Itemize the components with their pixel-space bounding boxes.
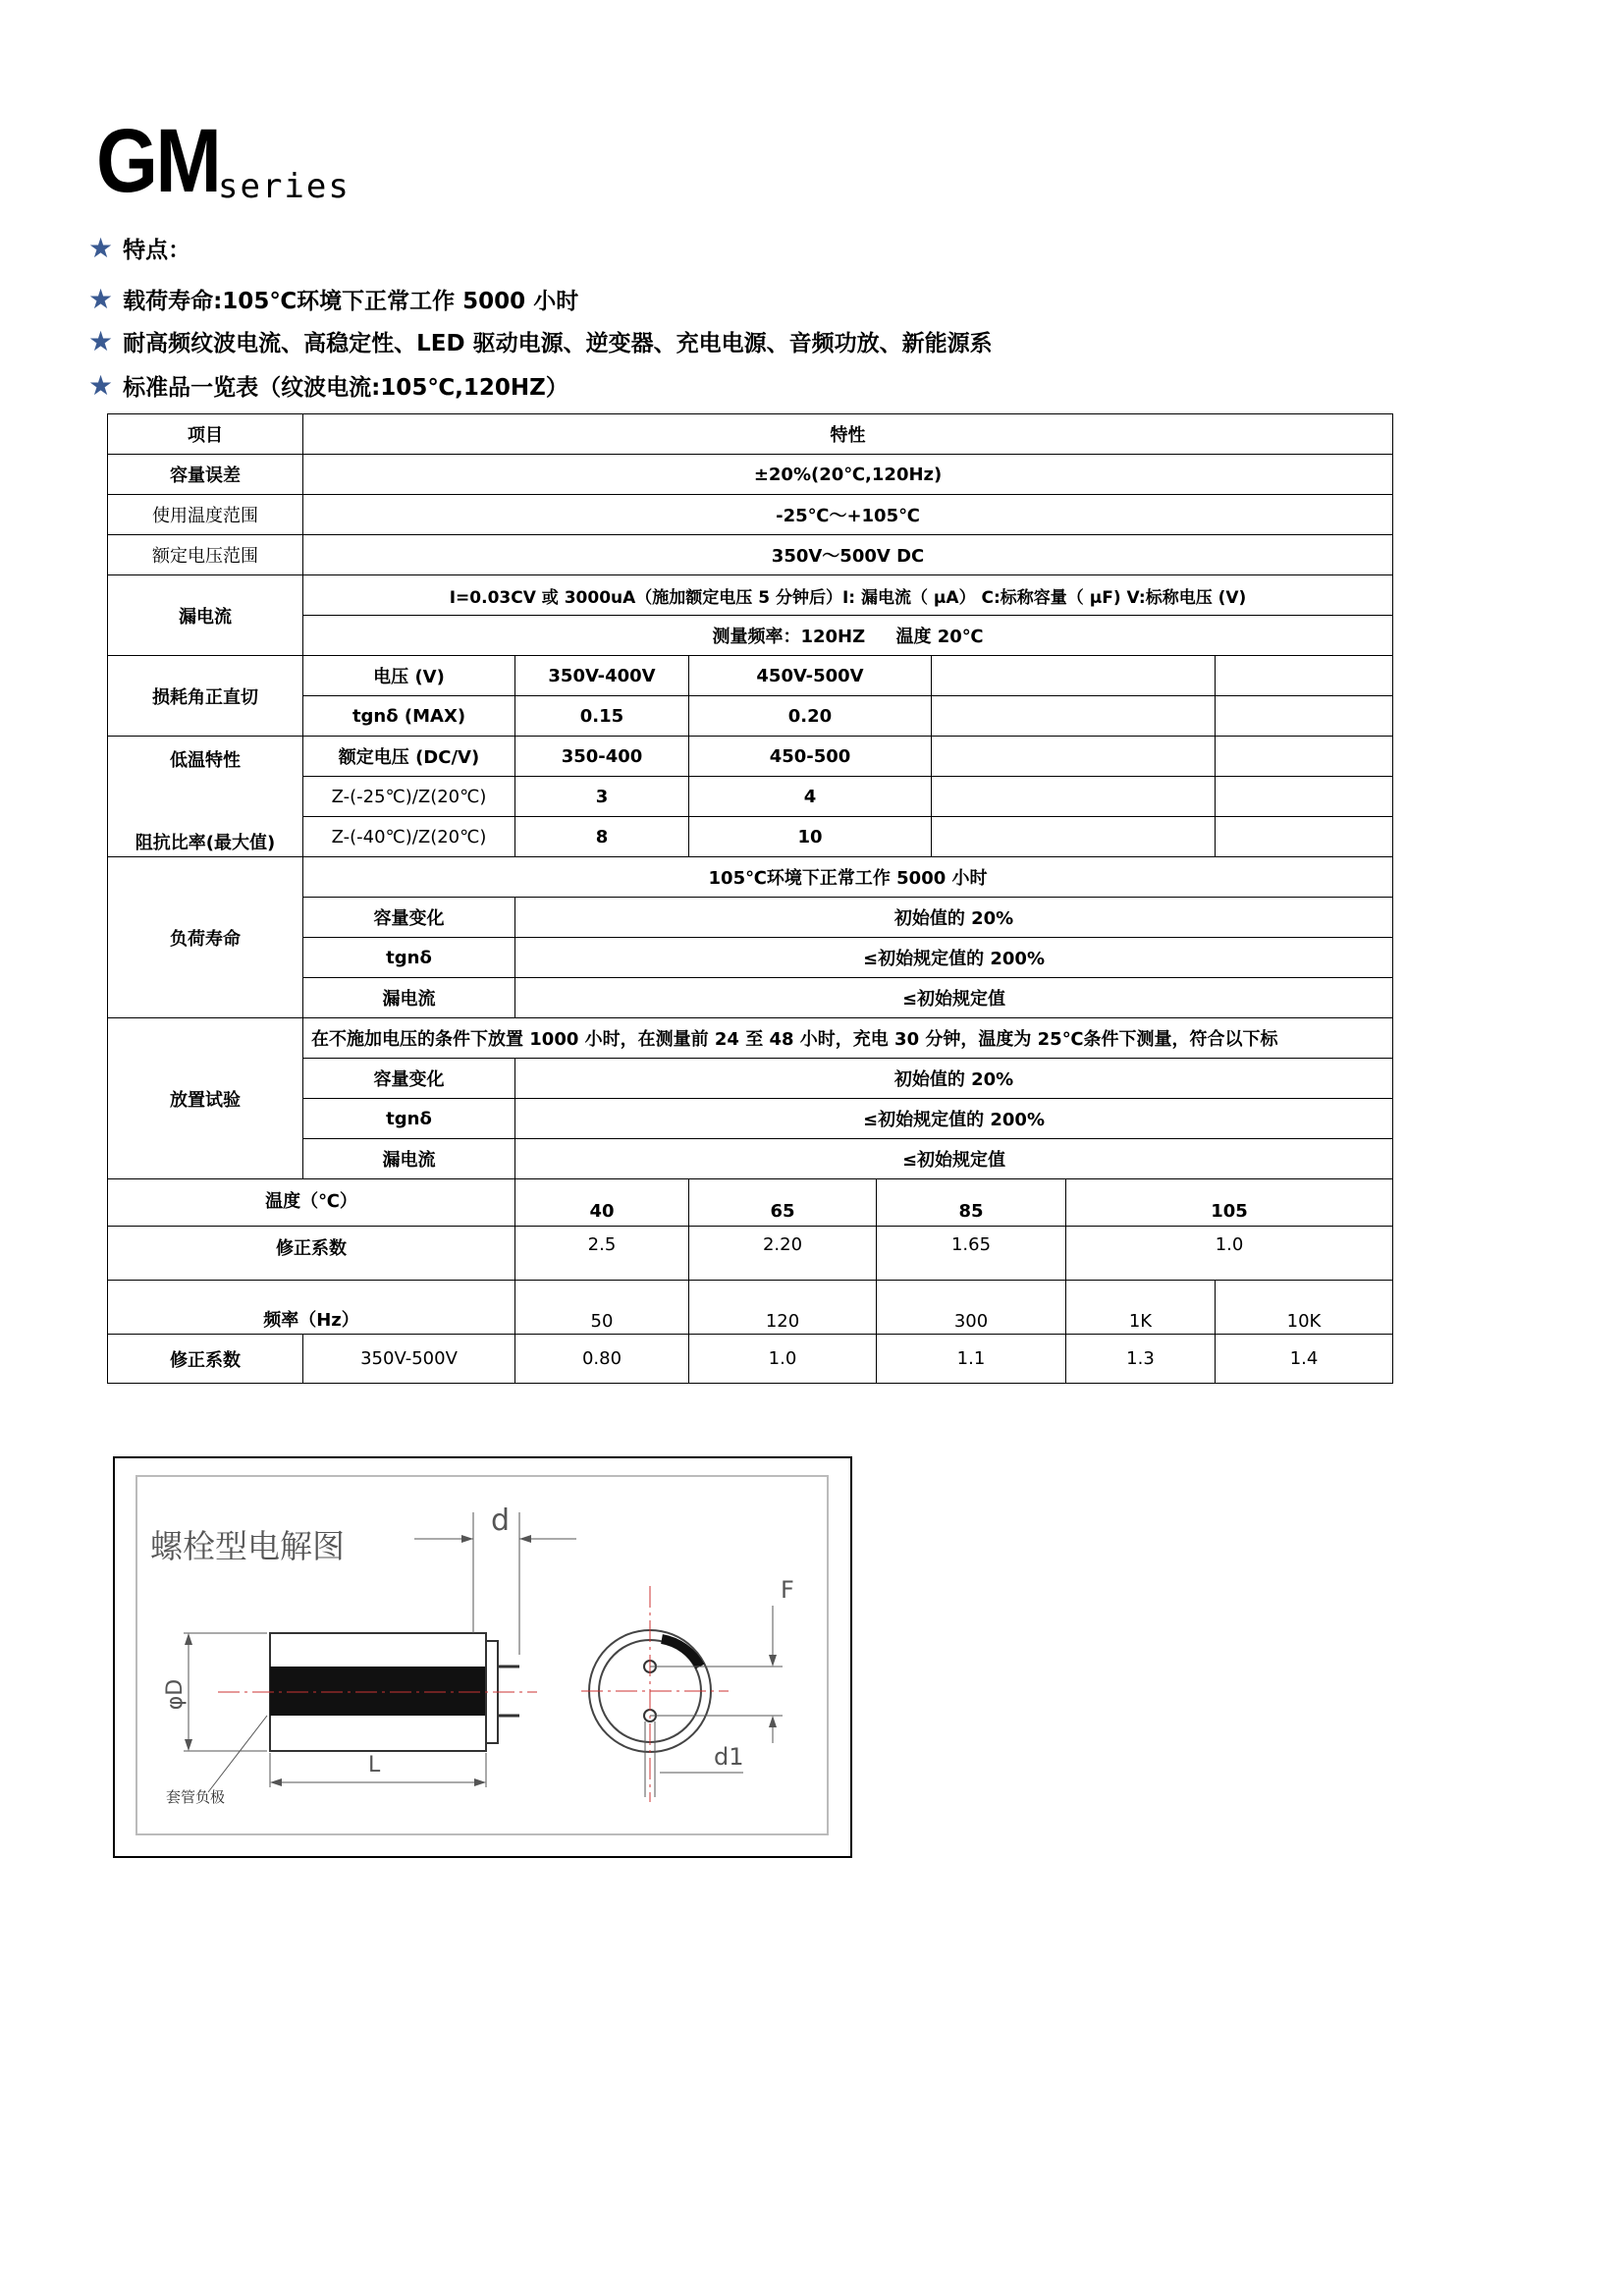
cell-value: 50 <box>515 1281 689 1335</box>
cell-label: 额定电压范围 <box>108 535 303 575</box>
cell-empty <box>1216 656 1393 696</box>
cell-value: 1.0 <box>689 1335 877 1384</box>
table-row <box>108 857 1393 898</box>
label-d: d <box>491 1503 511 1538</box>
cell-label <box>108 737 303 857</box>
cell-empty <box>932 777 1216 817</box>
cell-label: 修正系数 <box>108 1335 303 1384</box>
sleeve-band <box>270 1667 491 1716</box>
label-phi-d: φD <box>163 1678 189 1711</box>
cell-label: 修正系数 <box>108 1227 515 1281</box>
cell-label: 负荷寿命 <box>108 857 303 1018</box>
cell-sublabel: 漏电流 <box>303 978 515 1018</box>
label-d1: d1 <box>714 1743 744 1771</box>
impedance-label: 阻抗比率(最大值) <box>135 833 276 853</box>
cell-value: 40 <box>515 1179 689 1227</box>
cell-label: 放置试验 <box>108 1018 303 1179</box>
cell-value: 105 <box>1066 1179 1393 1227</box>
cell-value: ≤初始规定值的 200% <box>515 1099 1393 1139</box>
cell-empty <box>1216 737 1393 777</box>
lowtemp-label: 低温特性 <box>170 750 241 771</box>
cell-sublabel: tgnδ <box>303 1099 515 1139</box>
cell-label: 使用温度范围 <box>108 495 303 535</box>
star-icon: ★ <box>88 369 114 402</box>
feature-item: ★ 标准品一览表（纹波电流:105℃,120HZ） <box>88 369 568 402</box>
table-row <box>108 656 1393 696</box>
cell-value: 300 <box>877 1281 1066 1335</box>
cell-label: 容量误差 <box>108 455 303 495</box>
cell-value: 4 <box>689 777 932 817</box>
cell-sublabel: 电压 (V) <box>303 656 515 696</box>
diagram-title: 螺栓型电解图 <box>150 1527 345 1565</box>
cell-value: 120 <box>689 1281 877 1335</box>
feature-item: ★ 特点： <box>88 232 191 264</box>
series-title <box>96 111 236 211</box>
cell-empty <box>932 817 1216 857</box>
label-l: L <box>368 1753 381 1777</box>
cell-label: 温度（℃） <box>108 1179 515 1227</box>
cell-value: 1.65 <box>877 1227 1066 1281</box>
cell-value: ≤初始规定值 <box>515 978 1393 1018</box>
cell-value: 1.4 <box>1216 1335 1393 1384</box>
cell-value: 10 <box>689 817 932 857</box>
cell-sublabel: Z-(-40℃)/Z(20℃) <box>303 817 515 857</box>
cell-value: 在不施加电压的条件下放置 1000 小时，在测量前 24 至 48 小时，充电 30 分钟，温度为 25℃条件下测量，符合以下标 <box>303 1018 1393 1059</box>
cell-value: 3 <box>515 777 689 817</box>
cell-sublabel: 350V-500V <box>303 1335 515 1384</box>
cell-label: 频率（Hz） <box>108 1281 515 1335</box>
cell-sublabel: 容量变化 <box>303 1059 515 1099</box>
table-row <box>108 1281 1393 1335</box>
feature-item: ★ 耐高频纹波电流、高稳定性、LED 驱动电源、逆变器、充电电源、音频功放、新能源系 <box>88 325 993 357</box>
table-row <box>108 455 1393 495</box>
model-name: GM <box>96 111 220 211</box>
cell-value: 测量频率：120HZ 温度 20℃ <box>303 616 1393 656</box>
table-row <box>108 535 1393 575</box>
cell-value: 10K <box>1216 1281 1393 1335</box>
table-row <box>108 575 1393 616</box>
cell-value: 2.5 <box>515 1227 689 1281</box>
cell-label: 漏电流 <box>108 575 303 656</box>
cell-sublabel: 额定电压 (DC/V) <box>303 737 515 777</box>
cell-value: 450V-500V <box>689 656 932 696</box>
header-item: 项目 <box>108 414 303 455</box>
dimension-diagram <box>113 1456 852 1858</box>
cell-value: 初始值的 20% <box>515 1059 1393 1099</box>
cell-value: 0.80 <box>515 1335 689 1384</box>
cell-value: -25℃～+105℃ <box>303 495 1393 535</box>
cell-empty <box>932 656 1216 696</box>
label-f: F <box>781 1576 794 1604</box>
cell-empty <box>1216 777 1393 817</box>
series-label: series <box>218 167 351 206</box>
cell-empty <box>1216 696 1393 737</box>
cell-sublabel: Z-(-25℃)/Z(20℃) <box>303 777 515 817</box>
cell-value: 350V～500V DC <box>303 535 1393 575</box>
star-icon: ★ <box>88 283 114 315</box>
table-row <box>108 1018 1393 1059</box>
star-icon: ★ <box>88 232 114 264</box>
cell-empty <box>932 696 1216 737</box>
feature-item: ★ 载荷寿命:105℃环境下正常工作 5000 小时 <box>88 283 579 315</box>
cell-sublabel: 容量变化 <box>303 898 515 938</box>
cell-empty <box>932 737 1216 777</box>
table-row <box>108 1227 1393 1281</box>
cell-value: ±20%(20℃,120Hz) <box>303 455 1393 495</box>
diagram-drawing <box>115 1458 850 1856</box>
cell-value: 0.20 <box>689 696 932 737</box>
cell-value: 1.3 <box>1066 1335 1216 1384</box>
cell-value: 2.20 <box>689 1227 877 1281</box>
cell-value: 350V-400V <box>515 656 689 696</box>
table-row <box>108 414 1393 455</box>
cell-sublabel: tgnδ (MAX) <box>303 696 515 737</box>
cell-value: 65 <box>689 1179 877 1227</box>
cell-value: ≤初始规定值的 200% <box>515 938 1393 978</box>
cell-value: 350-400 <box>515 737 689 777</box>
label-sleeve: 套管负极 <box>166 1788 226 1806</box>
cell-sublabel: 漏电流 <box>303 1139 515 1179</box>
cell-value: 0.15 <box>515 696 689 737</box>
spec-table <box>107 413 1393 1384</box>
table-row <box>108 1335 1393 1384</box>
cell-value: ≤初始规定值 <box>515 1139 1393 1179</box>
cell-value: 105℃环境下正常工作 5000 小时 <box>303 857 1393 898</box>
table-row <box>108 495 1393 535</box>
cell-value: 1.1 <box>877 1335 1066 1384</box>
cell-value: 85 <box>877 1179 1066 1227</box>
table-row <box>108 1179 1393 1227</box>
cell-value: I=0.03CV 或 3000uA（施加额定电压 5 分钟后）I: 漏电流（ μA） C:标称容量（ μF) V:标称电压 (V) <box>303 575 1393 616</box>
cell-value: 1K <box>1066 1281 1216 1335</box>
star-icon: ★ <box>88 325 114 357</box>
table-row <box>108 737 1393 777</box>
cell-value: 初始值的 20% <box>515 898 1393 938</box>
cell-label: 损耗角正直切 <box>108 656 303 737</box>
cell-empty <box>1216 817 1393 857</box>
cell-value: 1.0 <box>1066 1227 1393 1281</box>
cell-value: 8 <box>515 817 689 857</box>
cell-sublabel: tgnδ <box>303 938 515 978</box>
cell-value: 450-500 <box>689 737 932 777</box>
header-characteristic: 特性 <box>303 414 1393 455</box>
